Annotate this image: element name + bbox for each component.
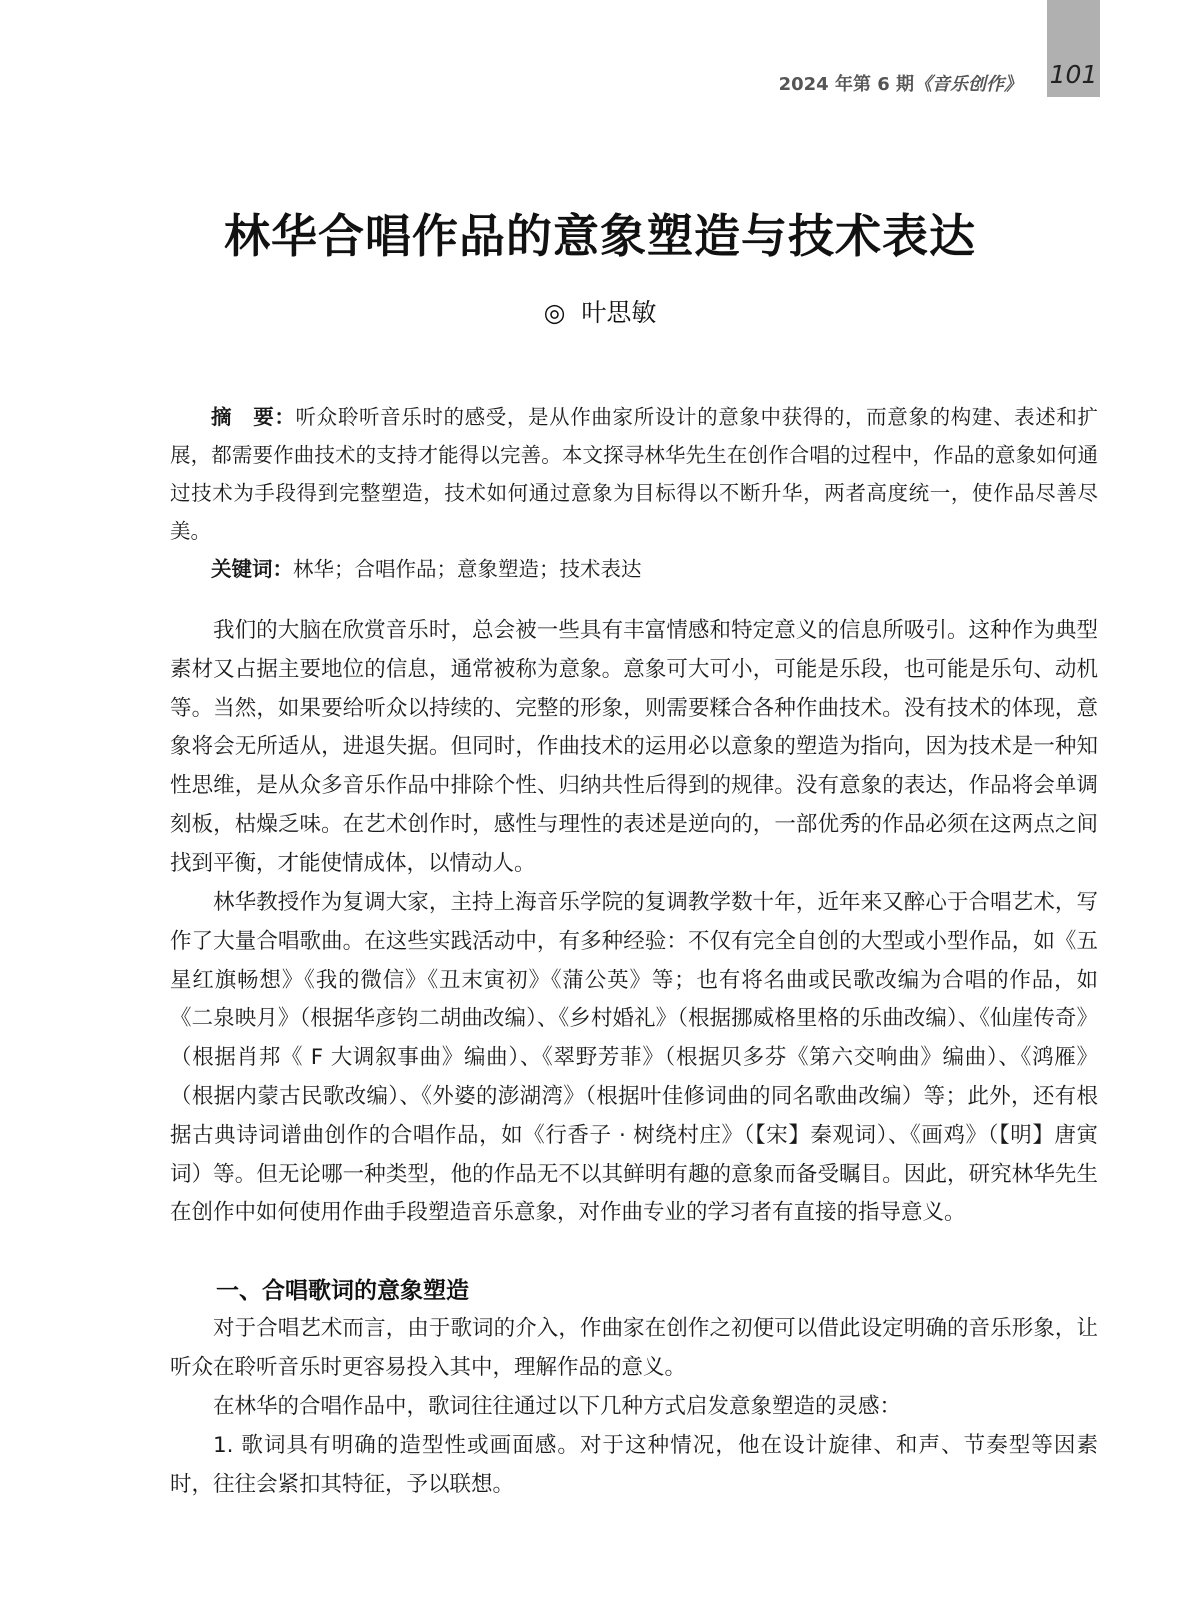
keywords-label: 关键词：	[211, 557, 293, 581]
abstract-text: 听众聆听音乐时的感受，是从作曲家所设计的意象中获得的，而意象的构建、表述和扩展，都需要作曲技术的支持才能得以完善。本文探寻林华先生在创作合唱的过程中，作品的意象如何通过技术为手段得到完整塑造，技术如何通过意象为目标得以不断升华，两者高度统一，使作品尽善尽美。	[170, 405, 1099, 543]
body-paragraph-5: 1. 歌词具有明确的造型性或画面感。对于这种情况，他在设计旋律、和声、节奏型等因素时，往往会紧扣其特征，予以联想。	[170, 1433, 1098, 1497]
keywords-text: 林华；合唱作品；意象塑造；技术表达	[293, 557, 642, 581]
body-paragraph-2: 林华教授作为复调大家，主持上海音乐学院的复调教学数十年，近年来又醉心于合唱艺术，写作了大量合唱歌曲。在这些实践活动中，有多种经验：不仅有完全自创的大型或小型作品，如《五星红旗畅想》《我的微信》《丑末寅初》《蒲公英》等；也有将名曲或民歌改编为合唱的作品，如《二泉映月》（根据华彦钧二胡曲改编）、《乡村婚礼》（根据挪威格里格的乐曲改编）、《仙崖传奇》（根据肖邦《 F 大调叙事曲》编曲）、《翠野芳菲》（根据贝多芬《第六交响曲》编曲）、《鸿雁》（根据内蒙古民歌改编）、《外婆的澎湖湾》（根据叶佳修词曲的同名歌曲改编）等；此外，还有根据古典诗词谱曲创作的合唱作品，如《行香子 · 树绕村庄》（【宋】秦观词）、《画鸡》（【明】唐寅词）等。但无论哪一种类型，他的作品无不以其鲜明有趣的意象而备受瞩目。因此，研究林华先生在创作中如何使用作曲手段塑造音乐意象，对作曲专业的学习者有直接的指导意义。	[170, 890, 1098, 1226]
abstract	[170, 398, 1098, 550]
author-name: 叶思敏	[581, 298, 657, 327]
section-heading: 一、合唱歌词的意象塑造	[216, 1278, 469, 1304]
abstract-label: 摘 要：	[211, 405, 296, 429]
body-paragraph-3: 对于合唱艺术而言，由于歌词的介入，作曲家在创作之初便可以借此设定明确的音乐形象，让听众在聆听音乐时更容易投入其中，理解作品的意义。	[170, 1316, 1098, 1380]
issue-label: 2024 年第 6 期	[778, 74, 914, 95]
author-line	[0, 293, 1200, 329]
page-number: 101	[1049, 60, 1098, 89]
body-paragraph-1: 我们的大脑在欣赏音乐时，总会被一些具有丰富情感和特定意义的信息所吸引。这种作为典型素材又占据主要地位的信息，通常被称为意象。意象可大可小，可能是乐段，也可能是乐句、动机等。当然，如果要给听众以持续的、完整的形象，则需要糅合各种作曲技术。没有技术的体现，意象将会无所适从，进退失据。但同时，作曲技术的运用必以意象的塑造为指向，因为技术是一种知性思维，是从众多音乐作品中排除个性、归纳共性后得到的规律。没有意象的表达，作品将会单调刻板，枯燥乏味。在艺术创作时，感性与理性的表述是逆向的，一部优秀的作品必须在这两点之间找到平衡，才能使情成体，以情动人。	[170, 618, 1098, 876]
article-title: 林华合唱作品的意象塑造与技术表达	[224, 209, 976, 263]
keywords	[170, 550, 1098, 588]
running-header	[779, 70, 1022, 96]
body-paragraph-4: 在林华的合唱作品中，歌词往往通过以下几种方式启发意象塑造的灵感：	[213, 1394, 902, 1419]
journal-name: 《音乐创作》	[914, 74, 1022, 95]
author-mark: ◎	[543, 298, 566, 327]
